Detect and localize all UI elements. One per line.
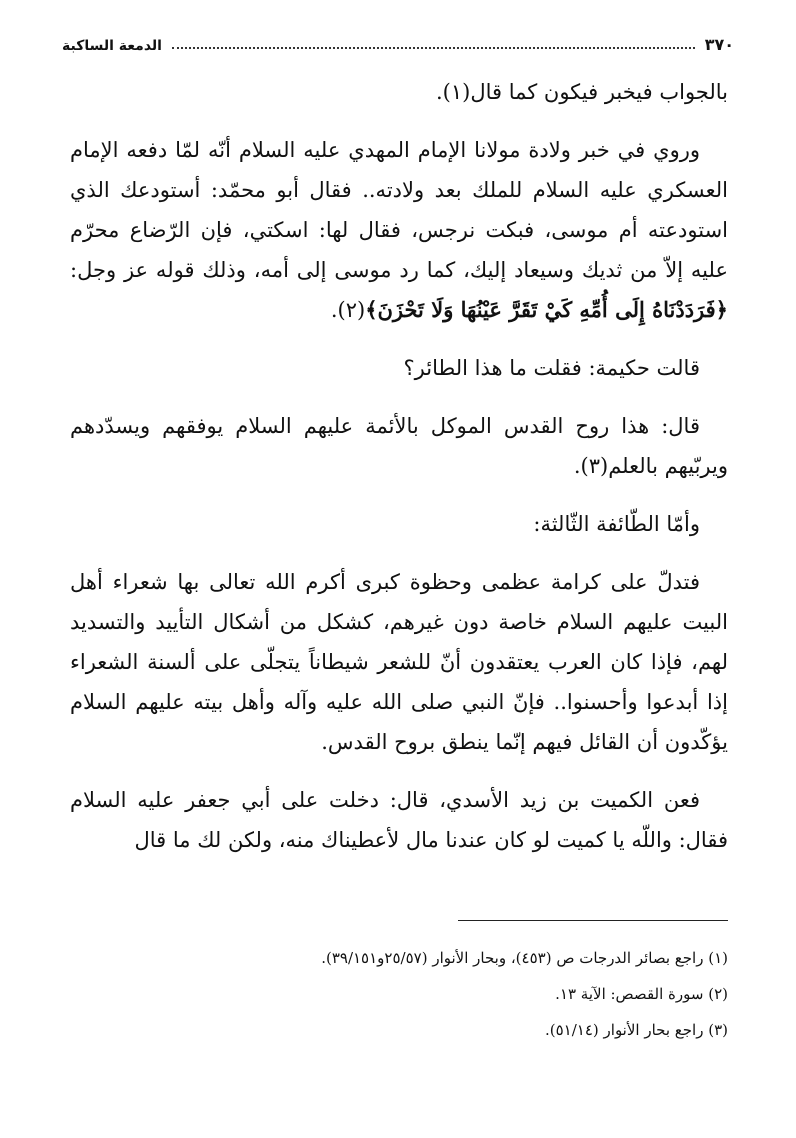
paragraph-2-text: وروي في خبر ولادة مولانا الإمام المهدي عليه السلام أنّه لمّا دفعه الإمام العسكري عليه السلام للملك بعد ولادته.. فقال أبو محمّد: أستودعك الذي استودعته أم موسى، فبكت نرجس، فقال لها: اسكتي، فإن الرّضاع محرّم عليه إلاّ من ثديك وسيعاد إليك، كما رد موسى إلى أمه، وذلك قوله عز وجل: [70, 138, 728, 282]
footnotes [70, 940, 728, 1048]
running-title: الدمعة الساكبة [62, 38, 162, 54]
paragraph-4: قال: هذا روح القدس الموكل بالأئمة عليهم السلام يوفقهم ويسدّدهم ويربّيهم بالعلم(٣). [70, 414, 728, 478]
section-heading: وأمّا الطّائفة الثّالثة: [533, 512, 700, 536]
footnote-1: (١) راجع بصائر الدرجات ص (٤٥٣)، وبحار الأنوار (٢٥/٥٧و٣٩/١٥١). [321, 949, 728, 967]
footnote-separator [458, 920, 728, 921]
paragraph-2-end: (٢). [330, 298, 366, 322]
paragraph-2 [70, 130, 728, 330]
footnote-3: (٣) راجع بحار الأنوار (٥١/١٤). [545, 1021, 728, 1039]
paragraph-7: فعن الكميت بن زيد الأسدي، قال: دخلت على أبي جعفر عليه السلام فقال: واللّه يا كميت لو كان عندنا مال لأعطيناك منه، ولكن لك ما قال [70, 788, 728, 852]
body-text [70, 72, 728, 878]
page-number: ٣٧٠ [704, 35, 734, 54]
paragraph-3: قالت حكيمة: فقلت ما هذا الطائر؟ [403, 356, 700, 380]
quran-quote: ﴿فَرَدَدْنَاهُ إِلَى أُمِّهِ كَيْ تَقَرَّ عَيْنُهَا وَلَا تَحْزَنَ﴾ [365, 297, 728, 322]
paragraph-6: فتدلّ على كرامة عظمى وحظوة كبرى أكرم الله تعالى بها شعراء أهل البيت عليهم السلام خاصة دون غيرهم، كشكل من أشكال التأييد والتسديد لهم، فإذا كان العرب يعتقدون أنّ للشعر شيطاناً يتجلّى على ألسنة الشعراء إذا أبدعوا وأحسنوا.. فإنّ النبي صلى الله عليه وآله وأهل بيته عليهم السلام يؤكّدون أن القائل فيهم إنّما ينطق بروح القدس. [70, 570, 728, 754]
header-dotted-leader [172, 47, 695, 49]
page-header [62, 28, 734, 54]
paragraph-1: بالجواب فيخبر فيكون كما قال(١). [435, 80, 728, 104]
footnote-2: (٢) سورة القصص: الآية ١٣. [555, 985, 728, 1003]
